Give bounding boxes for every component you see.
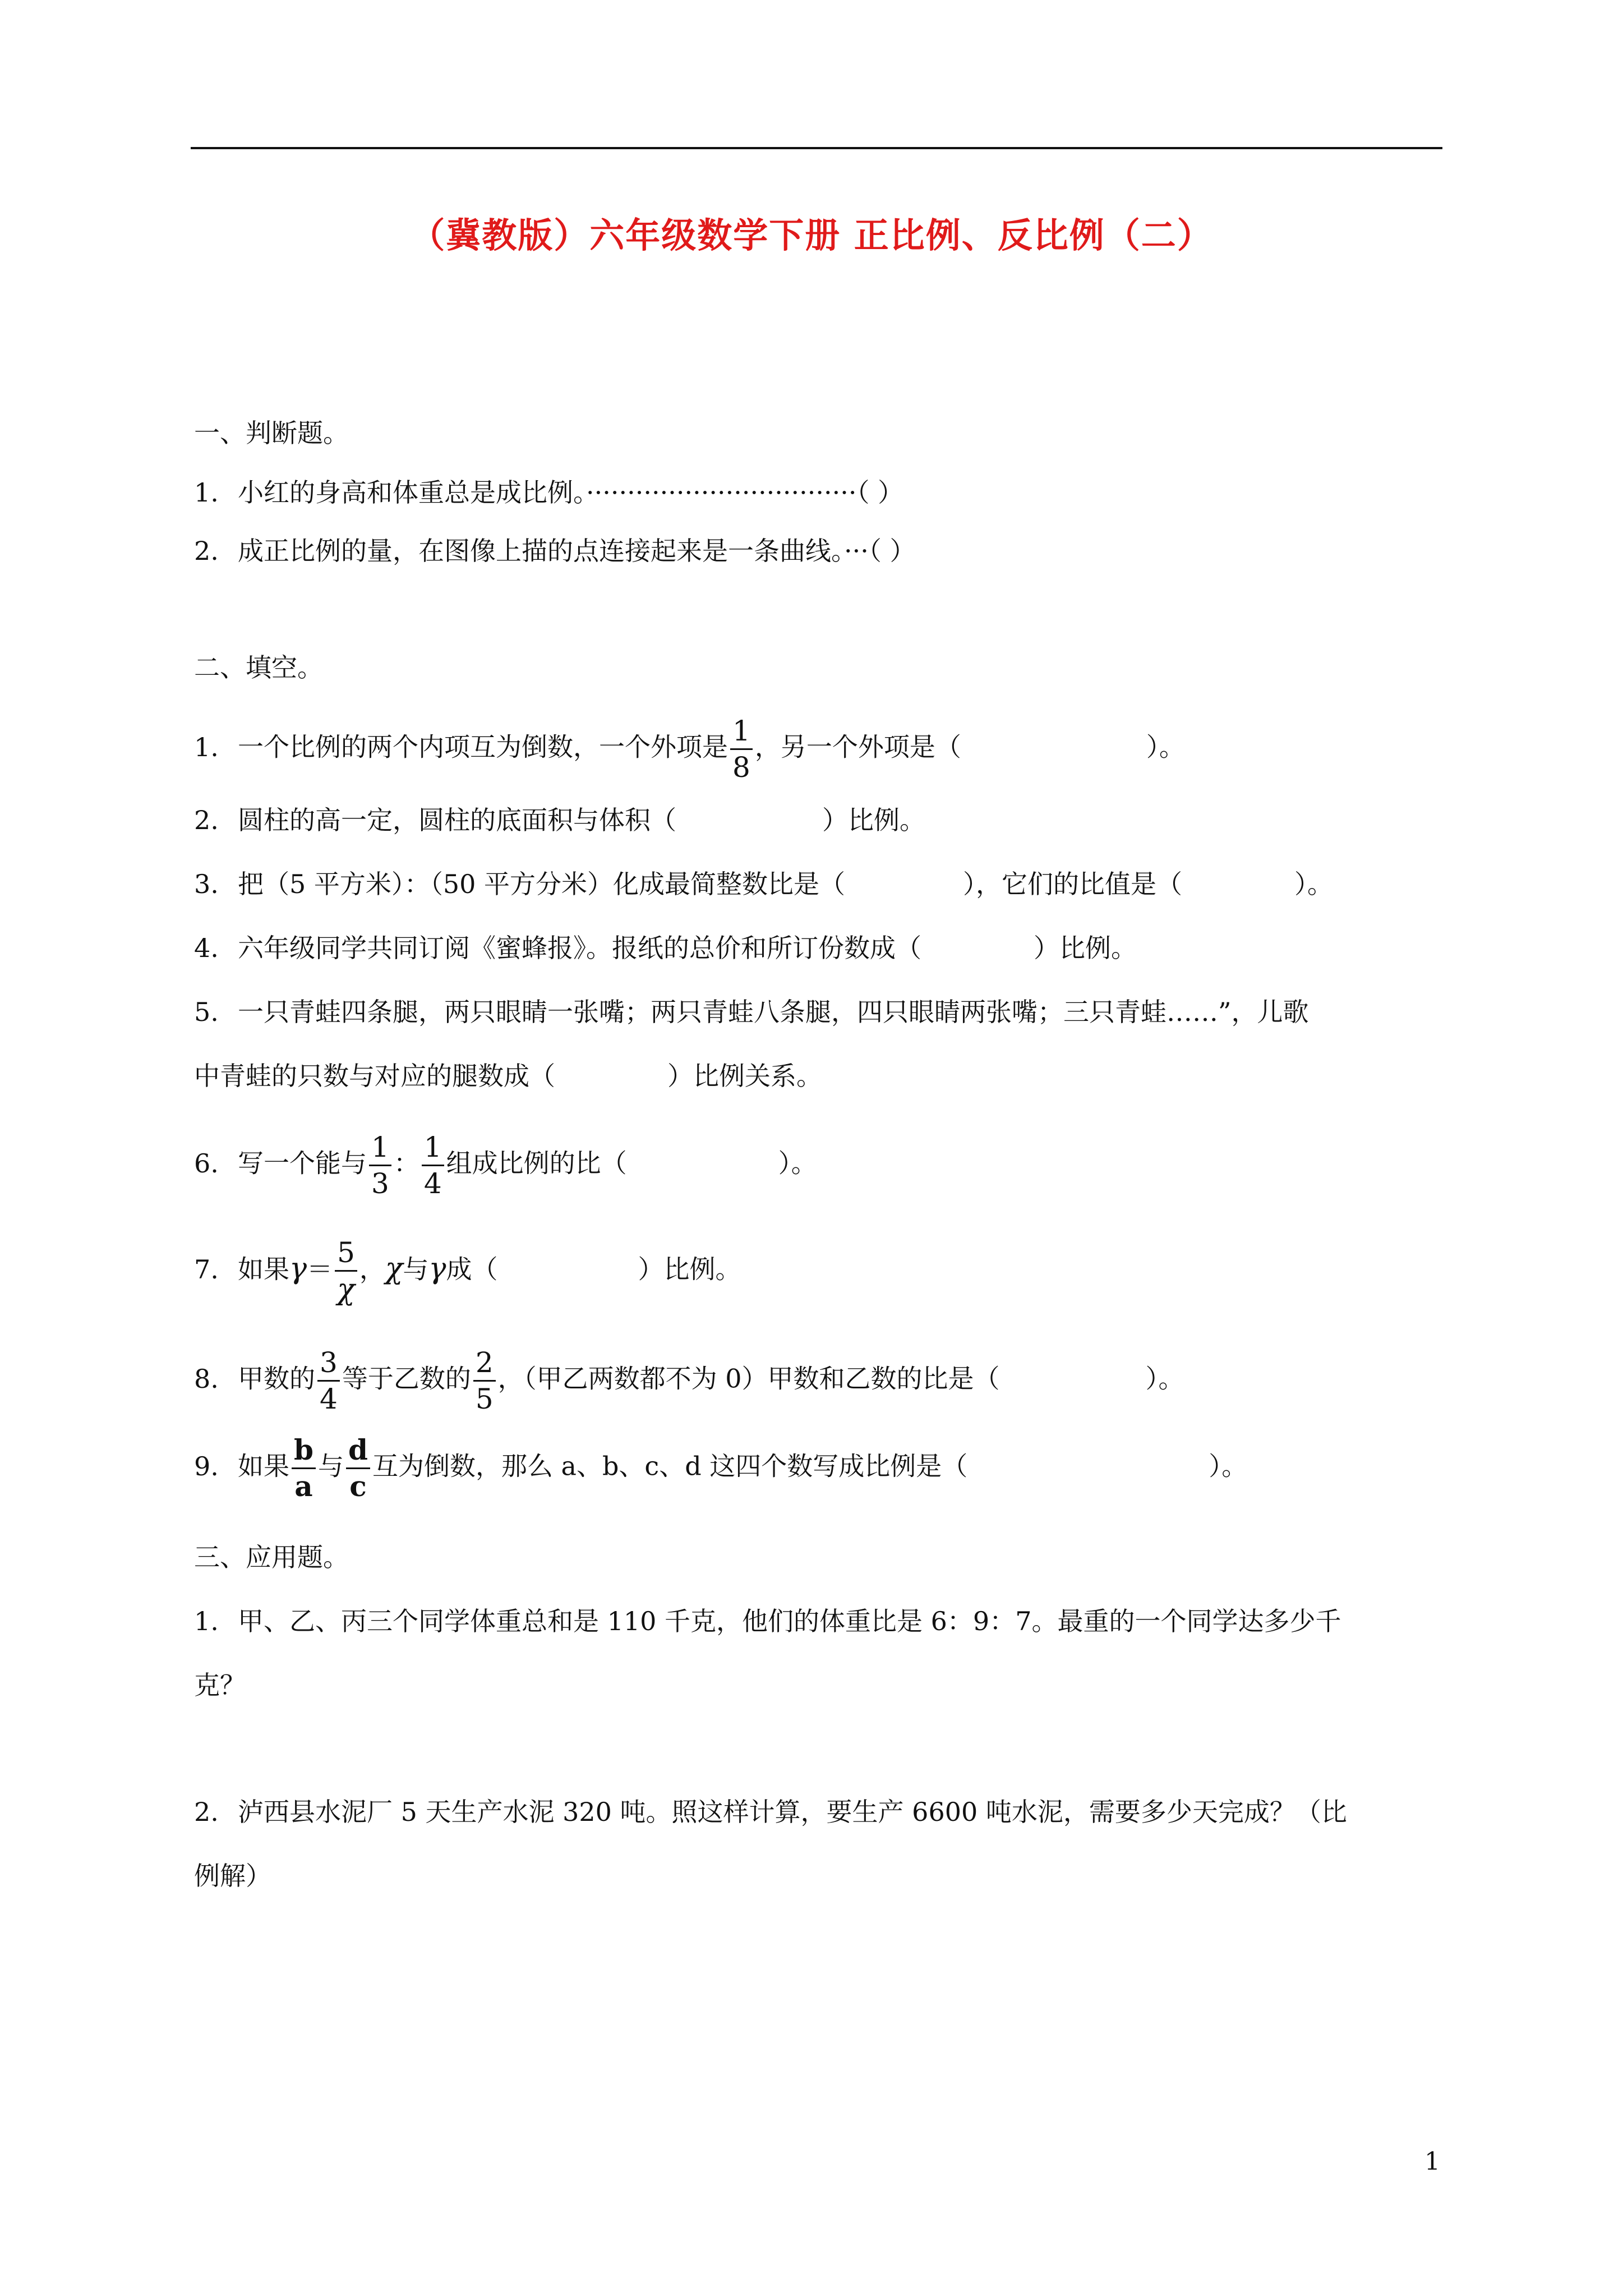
judgement-item-2: [194, 534, 916, 568]
application-item-2: [194, 1795, 1347, 1829]
leader-dots: ···: [844, 536, 869, 566]
fill-item-4: 4. 六年级同学共同订阅《蜜蜂报》。报纸的总价和所订份数成（ ）比例。: [194, 931, 1137, 965]
item-text: 一只青蛙四条腿，两只眼睛一张嘴；两只青蛙八条腿，四只眼睛两张嘴；三只青蛙……”，儿歌: [238, 997, 1309, 1027]
item-number: 1.: [194, 1606, 219, 1636]
application-item-2-continued: 例解）: [194, 1861, 271, 1891]
item-number: 1.: [194, 477, 219, 508]
item-number: 8.: [194, 1363, 219, 1394]
page-title: （冀教版）六年级数学下册 正比例、反比例（二）: [410, 215, 1213, 256]
item-text: 泸西县水泥厂 5 天生产水泥 320 吨。照这样计算，要生产 6600 吨水泥，需要多少天完成？（比: [238, 1797, 1347, 1827]
fraction: $\frac{1}{4}$: [422, 1133, 444, 1198]
fraction: $\frac{3}{4}$: [317, 1349, 340, 1413]
fill-item-6: 6. 写一个能与 $\frac{1}{3}$ ： $\frac{1}{4}$ 组成比例的比（ ）。: [194, 1131, 817, 1200]
item-text: 把（5 平方米）：（50 平方分米）化成最简整数比是（: [238, 869, 846, 899]
variable-y: γ: [289, 1251, 307, 1286]
variable-y: γ: [428, 1251, 446, 1286]
item-number: 7.: [194, 1254, 219, 1285]
answer-bracket[interactable]: （ ）: [868, 536, 916, 566]
item-text: 甲、乙、丙三个同学体重总和是 110 千克，他们的体重比是 6：9：7。最重的一个同学达多少千: [238, 1606, 1341, 1636]
item-text: 如果: [238, 1254, 289, 1285]
item-text: 写一个能与: [238, 1148, 367, 1179]
fill-item-5-continued: 中青蛙的只数与对应的腿数成（ ）比例关系。: [194, 1061, 822, 1091]
leader-dots: ·································: [586, 477, 857, 508]
item-number: 3.: [194, 869, 219, 899]
item-number: 4.: [194, 933, 219, 963]
item-text: 六年级同学共同订阅《蜜蜂报》。报纸的总价和所订份数成（: [238, 933, 921, 963]
fraction: $\frac{1}{8}$: [730, 717, 753, 781]
fraction: $\frac{2}{5}$: [473, 1349, 496, 1413]
item-text: 小红的身高和体重总是成比例。: [238, 477, 586, 508]
fill-item-1: 1. 一个比例的两个内项互为倒数，一个外项是 $\frac{1}{8}$ ，另一个外项是（ ）。: [194, 715, 1185, 784]
item-text: 圆柱的高一定，圆柱的底面积与体积（: [238, 805, 676, 835]
item-text: 一个比例的两个内项互为倒数，一个外项是: [238, 731, 728, 762]
item-number: 5.: [194, 997, 219, 1027]
fill-item-8: 8. 甲数的 $\frac{3}{4}$ 等于乙数的 $\frac{2}{5}$ ，（甲乙两数都不为 0）甲数和乙数的比是（ ）。: [194, 1346, 1184, 1415]
section-heading-application: 三、应用题。: [194, 1542, 349, 1572]
fraction: $\frac{1}{3}$: [369, 1133, 391, 1198]
fraction: $\frac{5}{\chi}$: [335, 1239, 357, 1304]
judgement-item-1: [194, 476, 903, 509]
fill-item-3: 3. 把（5 平方米）：（50 平方分米）化成最简整数比是（ ），它们的比值是（ ）。: [194, 867, 1333, 901]
item-text: 成正比例的量，在图像上描的点连接起来是一条曲线。: [238, 536, 844, 566]
header-rule: [191, 147, 1442, 149]
item-text: 如果: [238, 1451, 289, 1481]
application-item-1: [194, 1604, 1341, 1638]
item-text: 甲数的: [238, 1363, 315, 1394]
page-number: 1: [1424, 2147, 1440, 2176]
fraction: $\frac{d}{c}$: [346, 1436, 370, 1501]
fill-item-5: [194, 995, 1309, 1029]
item-number: 9.: [194, 1451, 219, 1481]
application-item-1-continued: 克？: [194, 1670, 246, 1700]
item-text: 中青蛙的只数与对应的腿数成（: [194, 1061, 555, 1091]
section-heading-judgement: 一、判断题。: [194, 418, 349, 448]
item-number: 2.: [194, 536, 219, 566]
fill-item-9: 9. 如果 $\frac{b}{a}$ 与 $\frac{d}{c}$ 互为倒数，那么 a、b、c、d 这四个数写成比例是（ ）。: [194, 1433, 1248, 1503]
item-number: 2.: [194, 1797, 219, 1827]
item-number: 2.: [194, 805, 219, 835]
fill-item-2: 2. 圆柱的高一定，圆柱的底面积与体积（ ）比例。: [194, 803, 925, 837]
variable-x: χ: [385, 1251, 403, 1286]
section-heading-fill: 二、填空。: [194, 652, 323, 683]
answer-bracket[interactable]: （ ）: [856, 477, 904, 508]
item-number: 6.: [194, 1148, 219, 1179]
item-number: 1.: [194, 731, 219, 762]
fill-item-7: 7. 如果γ＝ $\frac{5}{\chi}$ ，χ与γ成（ ）比例。: [194, 1236, 741, 1306]
fraction: $\frac{b}{a}$: [292, 1436, 316, 1501]
